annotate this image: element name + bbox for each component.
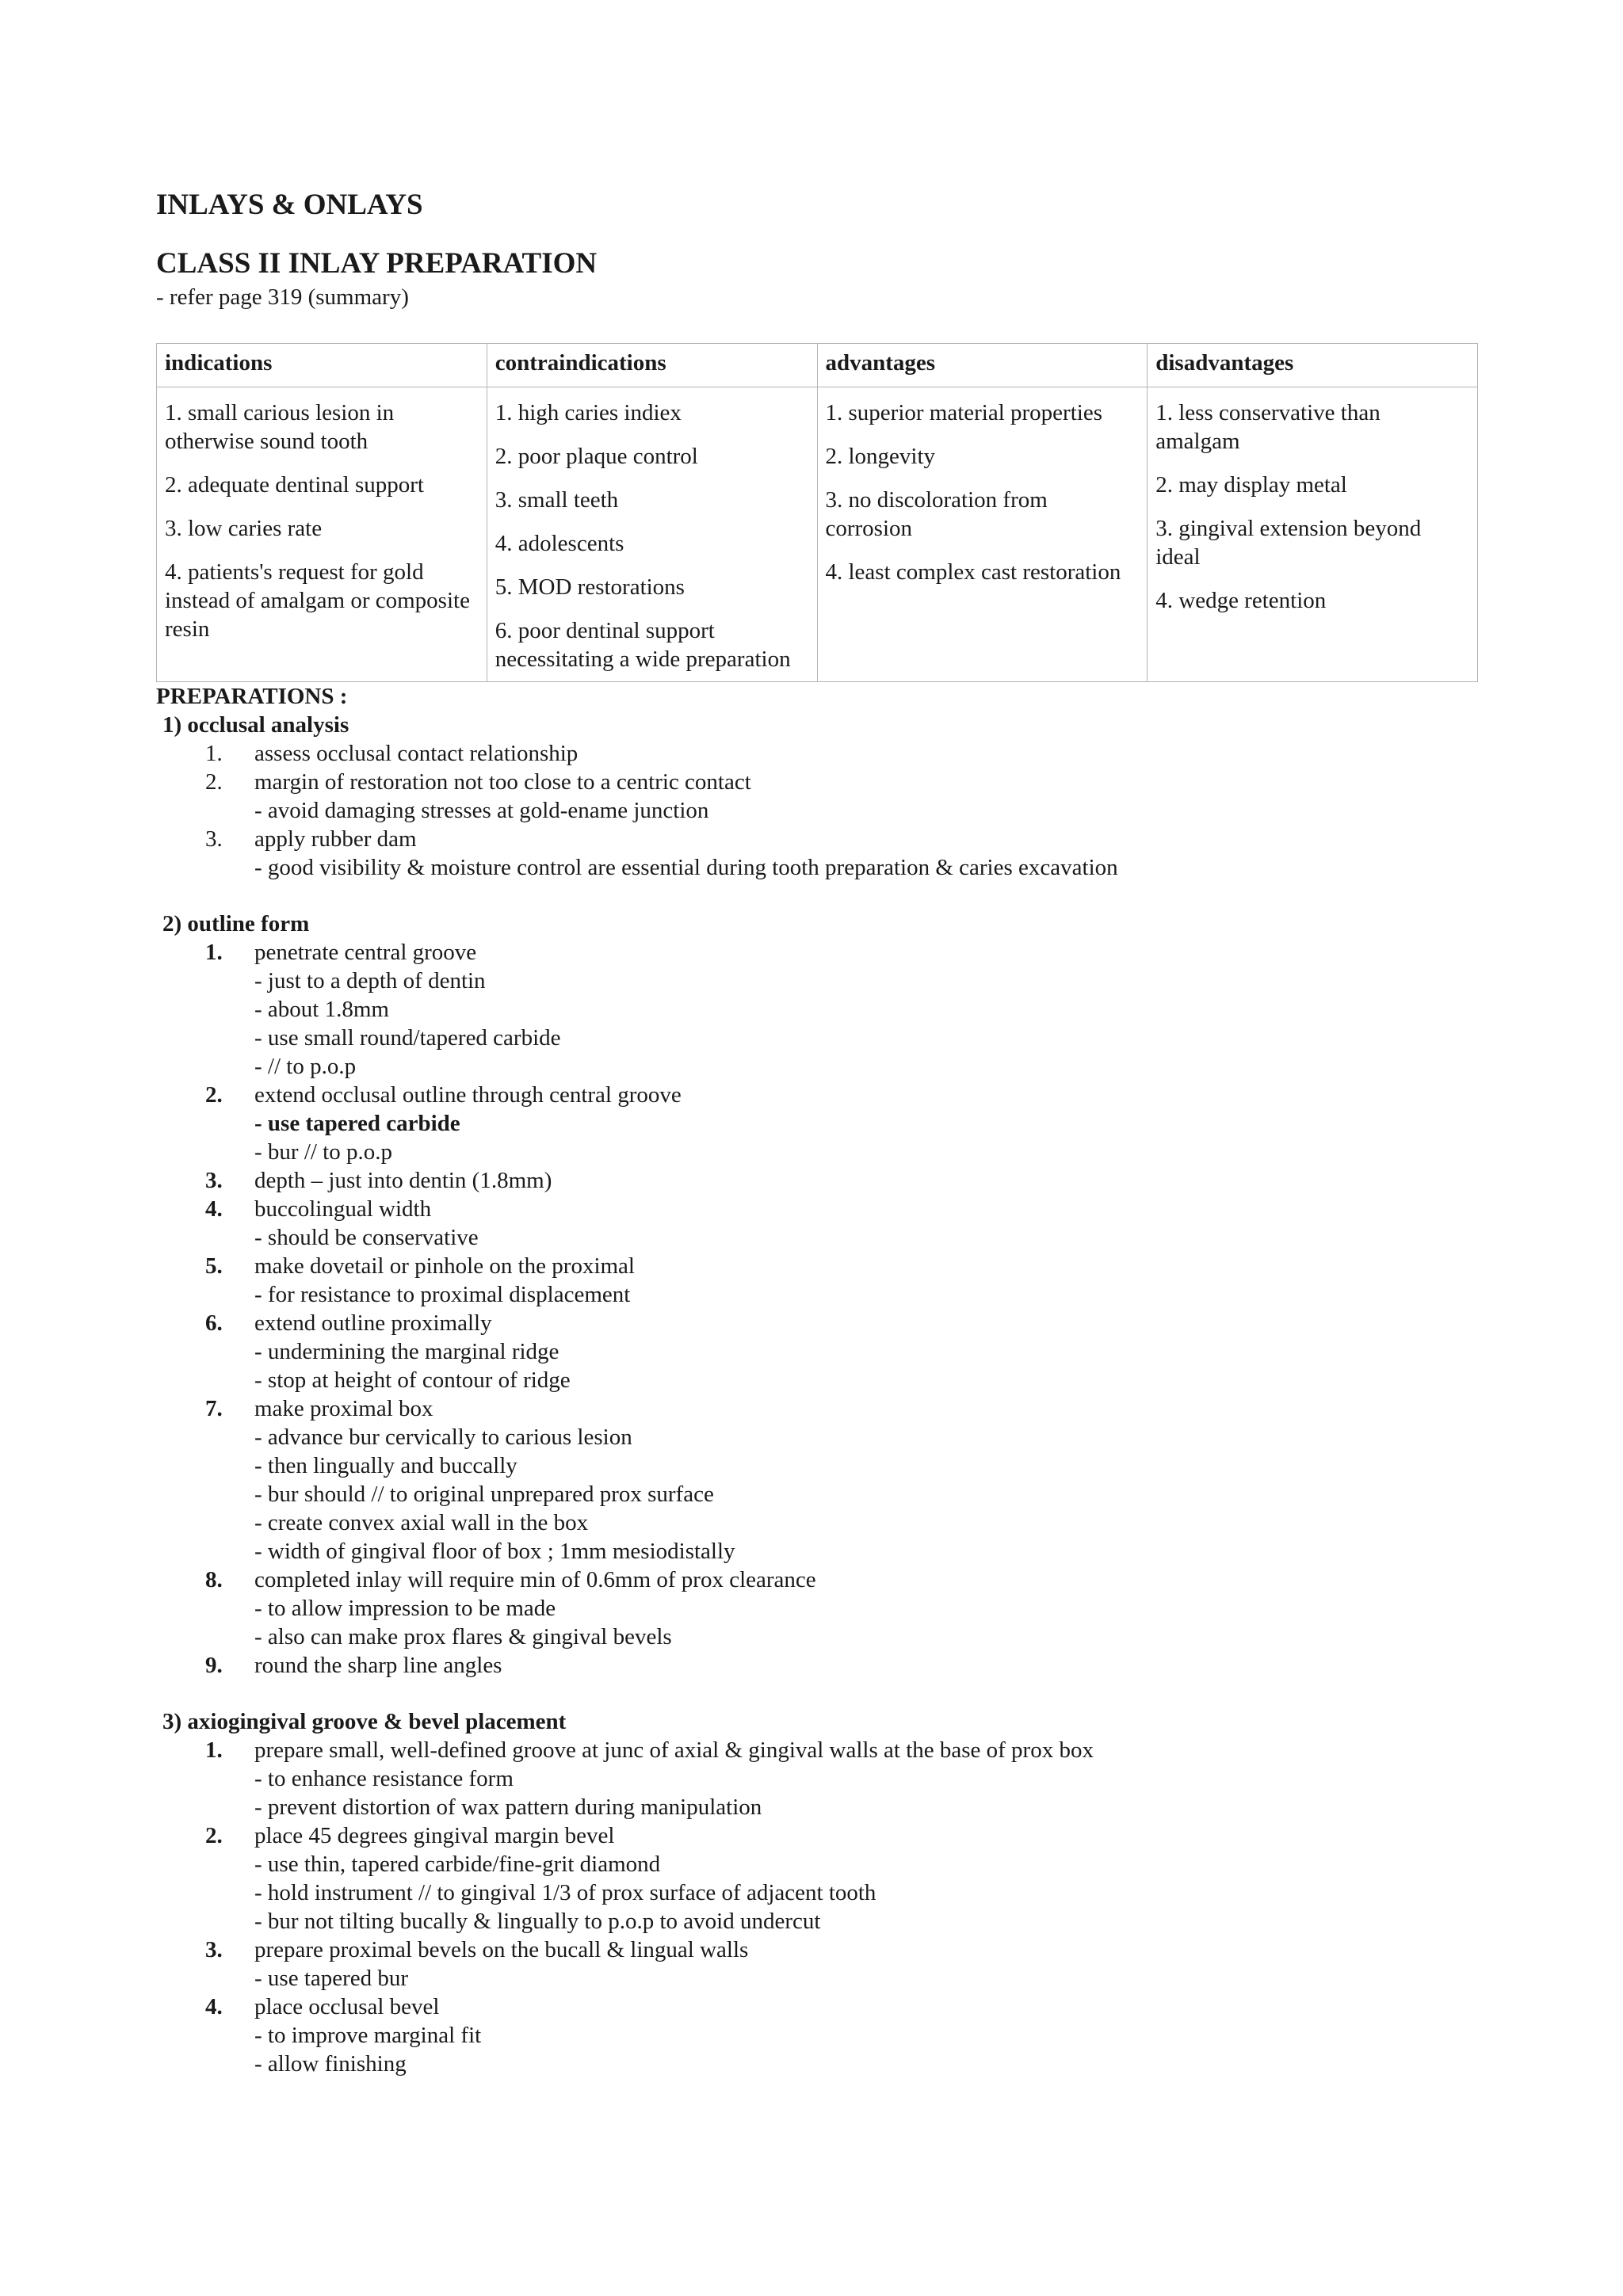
step-subnote: - to allow impression to be made: [254, 1596, 556, 1621]
step-text: completed inlay will require min of 0.6mm of prox clearance: [254, 1567, 816, 1592]
list-item: 4. least complex cast restoration: [825, 559, 1121, 585]
step-item: [156, 1081, 1478, 1166]
header-contraindications: contraindications: [487, 344, 817, 387]
step-item: [156, 1736, 1478, 1821]
step-number: 3.: [205, 1937, 223, 1962]
step-text: make dovetail or pinhole on the proximal: [254, 1253, 635, 1279]
step-number: 1.: [205, 741, 223, 766]
step-number: 6.: [205, 1310, 223, 1336]
step-subnote: - use thin, tapered carbide/fine-grit diamond: [254, 1852, 661, 1877]
table-header-row: [157, 344, 1478, 387]
list-item: 2. may display metal: [1155, 472, 1347, 498]
header-indications: indications: [157, 344, 487, 387]
step-text: make proximal box: [254, 1396, 433, 1421]
list-item: 3. small teeth: [495, 487, 619, 513]
step-item: [156, 1993, 1478, 2078]
step-text: extend outline proximally: [254, 1310, 492, 1336]
step-number: 3.: [205, 826, 223, 852]
step-text: place occlusal bevel: [254, 1994, 440, 2019]
summary-table: [156, 343, 1478, 682]
section-heading: 2) outline form: [162, 911, 310, 936]
list-item: 3. gingival extension beyond ideal: [1155, 516, 1422, 570]
step-item: [156, 739, 1478, 768]
list-item: 2. adequate dentinal support: [165, 472, 424, 498]
step-subnote: - create convex axial wall in the box: [254, 1510, 589, 1535]
step-item: [156, 825, 1478, 882]
step-subnote: - width of gingival floor of box ; 1mm mesiodistally: [254, 1539, 735, 1564]
step-item: [156, 768, 1478, 825]
step-subnote: - bur should // to original unprepared prox surface: [254, 1482, 714, 1507]
list-item: 2. poor plaque control: [495, 444, 698, 469]
step-list: [156, 938, 1478, 1680]
list-item: 1. superior material properties: [825, 400, 1102, 425]
step-number: 4.: [205, 1196, 223, 1222]
step-text: penetrate central groove: [254, 940, 477, 965]
step-subnote: - good visibility & moisture control are essential during tooth preparation & caries excavation: [254, 855, 1118, 880]
step-item: [156, 1252, 1478, 1309]
step-item: [156, 1309, 1478, 1394]
step-number: 7.: [205, 1396, 223, 1421]
step-subnote: - just to a depth of dentin: [254, 968, 486, 994]
step-list: [156, 739, 1478, 882]
step-item: [156, 1166, 1478, 1195]
step-subnote: - hold instrument // to gingival 1/3 of prox surface of adjacent tooth: [254, 1880, 876, 1905]
step-subnote: - to improve marginal fit: [254, 2023, 482, 2048]
list-item: 4. patients's request for gold instead of amalgam or composite resin: [165, 559, 470, 642]
step-subnote: - avoid damaging stresses at gold-ename junction: [254, 798, 709, 823]
section-heading: 3) axiogingival groove & bevel placement: [162, 1709, 567, 1734]
step-subnote: - bur // to p.o.p: [254, 1139, 392, 1165]
cell-advantages: [817, 387, 1148, 682]
cell-disadvantages: [1148, 387, 1478, 682]
step-text: assess occlusal contact relationship: [254, 741, 579, 766]
step-text: depth – just into dentin (1.8mm): [254, 1168, 552, 1193]
step-text: prepare small, well-defined groove at junc of axial & gingival walls at the base of prox box: [254, 1737, 1094, 1763]
list-item: 6. poor dentinal support necessitating a wide preparation: [495, 618, 791, 672]
step-item: [156, 1936, 1478, 1993]
list-item: 4. wedge retention: [1155, 588, 1327, 613]
step-number: 3.: [205, 1168, 223, 1193]
step-number: 9.: [205, 1653, 223, 1678]
step-number: 2.: [205, 1082, 223, 1108]
section-title: CLASS II INLAY PREPARATION: [156, 247, 598, 280]
step-text: extend occlusal outline through central groove: [254, 1082, 682, 1108]
step-item: [156, 1394, 1478, 1566]
list-item: 1. small carious lesion in otherwise sound tooth: [165, 400, 395, 454]
step-number: 1.: [205, 940, 223, 965]
list-item: 5. MOD restorations: [495, 574, 685, 600]
list-item: 1. high caries indiex: [495, 400, 682, 425]
step-text: buccolingual width: [254, 1196, 432, 1222]
list-item: 1. less conservative than amalgam: [1155, 400, 1381, 454]
step-subnote: - use tapered bur: [254, 1966, 409, 1991]
step-item: [156, 1821, 1478, 1936]
list-item: 4. adolescents: [495, 531, 624, 556]
step-subnote: - then lingually and buccally: [254, 1453, 517, 1478]
step-item: [156, 1651, 1478, 1680]
step-subnote: - bur not tilting bucally & lingually to p.o.p to avoid undercut: [254, 1909, 821, 1934]
step-subnote: - to enhance resistance form: [254, 1766, 514, 1791]
step-item: [156, 938, 1478, 1081]
step-number: 8.: [205, 1567, 223, 1592]
list-item: 3. no discoloration from corrosion: [825, 487, 1048, 541]
section-axiogingival-groove: [156, 1707, 1478, 2078]
section-heading: 1) occlusal analysis: [162, 712, 349, 738]
step-subnote: - for resistance to proximal displacement: [254, 1282, 631, 1307]
step-text: round the sharp line angles: [254, 1653, 502, 1678]
table-body-row: [157, 387, 1478, 682]
header-advantages: advantages: [817, 344, 1148, 387]
document-title: INLAYS & ONLAYS: [156, 189, 423, 221]
document-page: [156, 186, 1478, 2078]
step-subnote: - allow finishing: [254, 2051, 407, 2077]
step-number: 4.: [205, 1994, 223, 2019]
step-subnote: - undermining the marginal ridge: [254, 1339, 559, 1364]
cell-contraindications: [487, 387, 817, 682]
step-subnote: - use tapered carbide: [254, 1111, 460, 1136]
list-item: 2. longevity: [825, 444, 936, 469]
step-subnote: - // to p.o.p: [254, 1054, 357, 1079]
step-subnote: - prevent distortion of wax pattern during manipulation: [254, 1794, 762, 1820]
preparations-heading: PREPARATIONS :: [156, 684, 348, 709]
list-item: 3. low caries rate: [165, 516, 323, 541]
section-occlusal-analysis: [156, 711, 1478, 882]
step-number: 2.: [205, 1823, 223, 1848]
step-subnote: - advance bur cervically to carious lesion: [254, 1425, 632, 1450]
step-item: [156, 1566, 1478, 1651]
step-subnote: - stop at height of contour of ridge: [254, 1367, 571, 1393]
step-subnote: - should be conservative: [254, 1225, 479, 1250]
step-text: apply rubber dam: [254, 826, 417, 852]
step-subnote: - about 1.8mm: [254, 997, 389, 1022]
step-text: place 45 degrees gingival margin bevel: [254, 1823, 615, 1848]
step-number: 1.: [205, 1737, 223, 1763]
reference-note: - refer page 319 (summary): [156, 284, 409, 310]
cell-indications: [157, 387, 487, 682]
step-list: [156, 1736, 1478, 2078]
step-item: [156, 1195, 1478, 1252]
step-text: prepare proximal bevels on the bucall & lingual walls: [254, 1937, 749, 1962]
step-subnote: - use small round/tapered carbide: [254, 1025, 561, 1051]
step-number: 2.: [205, 769, 223, 795]
section-outline-form: [156, 910, 1478, 1680]
step-number: 5.: [205, 1253, 223, 1279]
header-disadvantages: disadvantages: [1148, 344, 1478, 387]
step-text: margin of restoration not too close to a centric contact: [254, 769, 751, 795]
step-subnote: - also can make prox flares & gingival bevels: [254, 1624, 672, 1650]
